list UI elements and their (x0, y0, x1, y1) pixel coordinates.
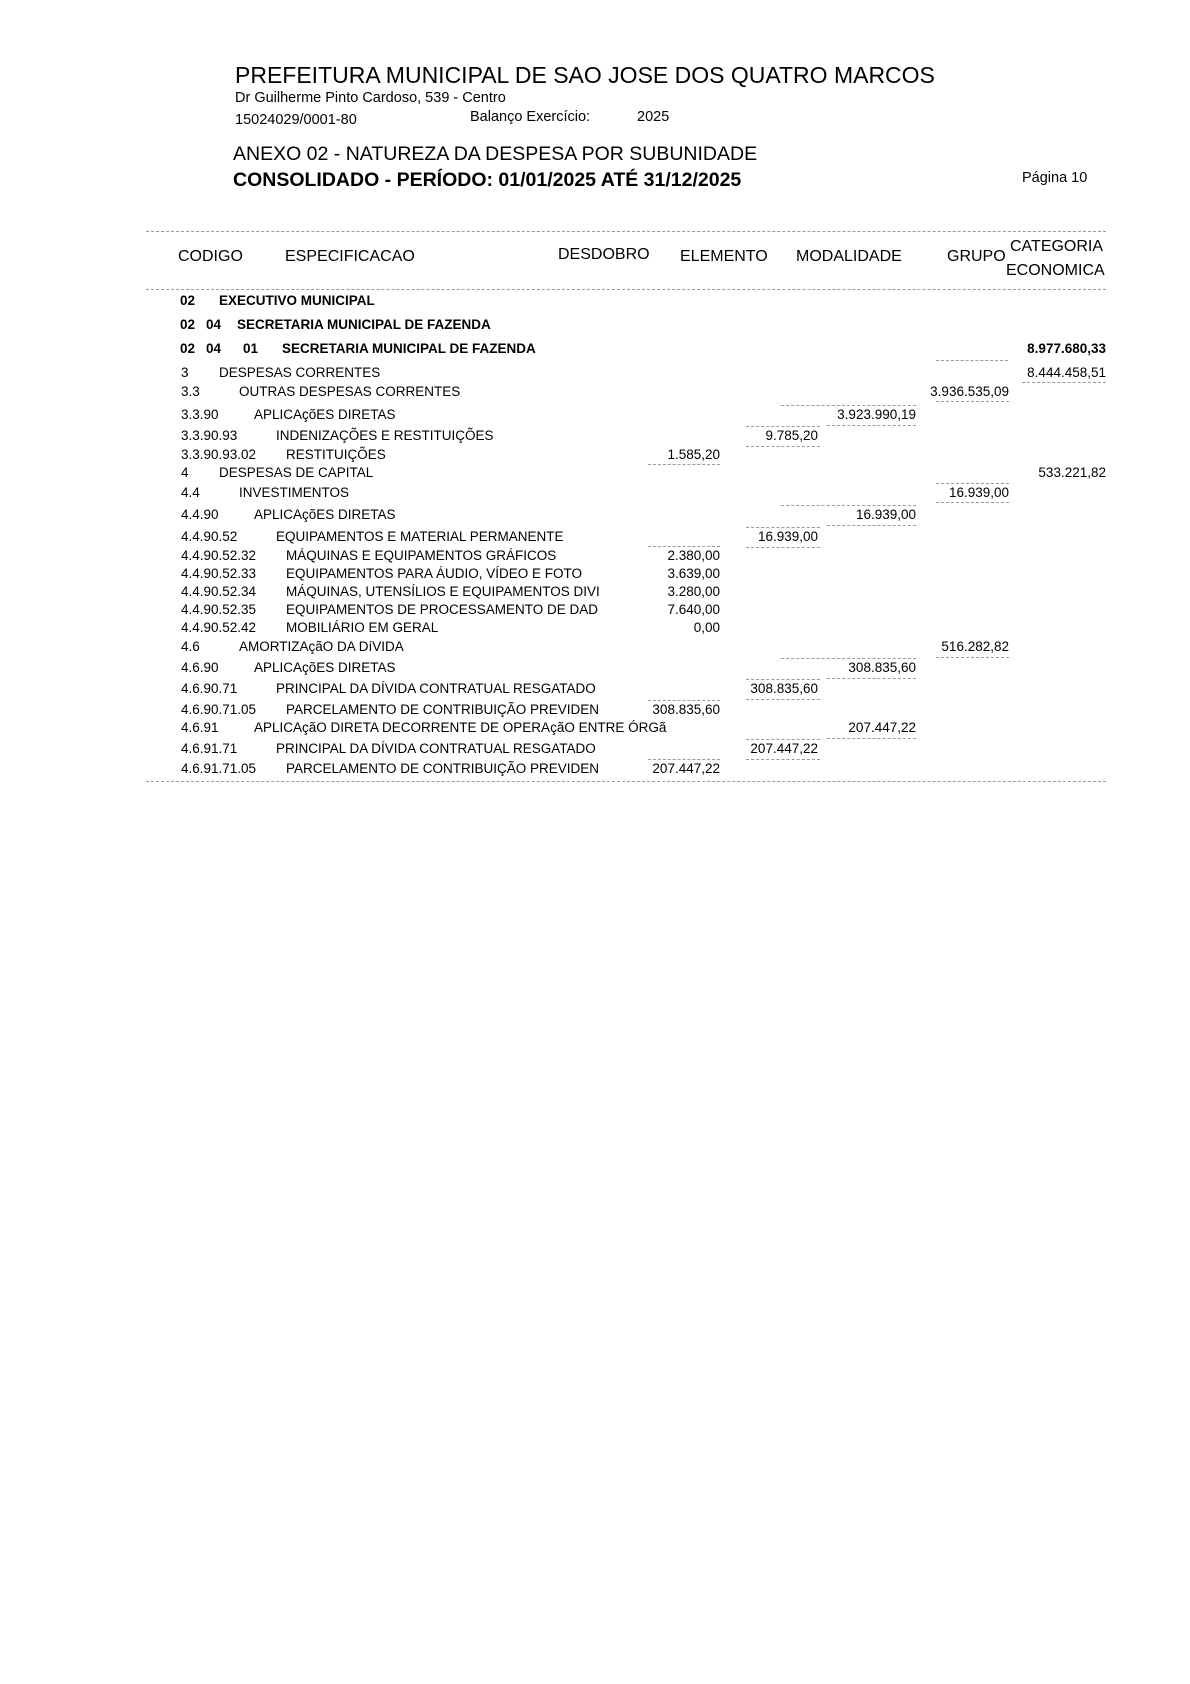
rule (648, 464, 720, 465)
row-value-categoria: 533.221,82 (1038, 465, 1106, 480)
row-desc: DESPESAS DE CAPITAL (219, 465, 374, 480)
col-economica: ECONOMICA (1006, 262, 1105, 279)
row-desc: APLICAçõES DIRETAS (254, 507, 396, 522)
row-value-desdobro: 308.835,60 (652, 702, 720, 717)
rule (746, 547, 820, 548)
page-number: Página 10 (1022, 170, 1088, 186)
row-code: 4.6.91.71.05 (181, 761, 257, 776)
row-desc: EQUIPAMENTOS PARA ÁUDIO, VÍDEO E FOTO (286, 566, 583, 581)
rule (827, 425, 916, 426)
row-code: 4.4.90.52.42 (181, 620, 257, 635)
period-title: CONSOLIDADO - PERÍODO: 01/01/2025 ATÉ 31/12/2025 (233, 169, 742, 191)
rule (746, 426, 820, 427)
unit-name: EXECUTIVO MUNICIPAL (219, 293, 375, 308)
rule (827, 678, 916, 679)
rule (936, 483, 1009, 484)
exercicio-year: 2025 (637, 109, 670, 125)
row-value-elemento: 308.835,60 (750, 681, 818, 696)
row-desc: APLICAçãO DIRETA DECORRENTE DE OPERAçãO ENTRE ÓRGã (254, 720, 667, 735)
col-desdobro: DESDOBRO (558, 246, 650, 263)
row-value-modalidade: 16.939,00 (855, 507, 916, 522)
col-especificacao: ESPECIFICACAO (285, 248, 415, 265)
address: Dr Guilherme Pinto Cardoso, 539 - Centro (235, 90, 506, 106)
rule (746, 699, 820, 700)
rule (781, 405, 916, 406)
subunit2-name: SECRETARIA MUNICIPAL DE FAZENDA (282, 341, 536, 356)
col-codigo: CODIGO (178, 248, 243, 265)
row-code: 3.3.90.93.02 (181, 447, 257, 462)
col-categoria: CATEGORIA (1010, 238, 1104, 255)
rule (1022, 382, 1106, 383)
row-code: 4.4.90.52.33 (181, 566, 257, 581)
row-value-elemento: 207.447,22 (750, 741, 818, 756)
rule (746, 527, 820, 528)
row-value-desdobro: 3.280,00 (667, 584, 720, 599)
row-desc: APLICAçõES DIRETAS (254, 407, 396, 422)
row-desc: MOBILIÁRIO EM GERAL (286, 620, 439, 635)
row-value-desdobro: 2.380,00 (667, 548, 720, 563)
row-code: 4.6.91 (181, 720, 219, 735)
row-code: 3.3 (181, 384, 200, 399)
col-grupo: GRUPO (947, 248, 1006, 265)
row-code: 4.6.91.71 (181, 741, 238, 756)
subunit2-code-c: 01 (243, 341, 259, 356)
row-desc: PARCELAMENTO DE CONTRIBUIÇÃO PREVIDEN (286, 702, 600, 717)
row-value-grupo: 516.282,82 (941, 639, 1009, 654)
row-desc: INVESTIMENTOS (239, 485, 350, 500)
row-code: 4.4 (181, 485, 200, 500)
rule (827, 525, 916, 526)
col-elemento: ELEMENTO (680, 248, 768, 265)
row-value-elemento: 9.785,20 (765, 428, 818, 443)
row-desc: OUTRAS DESPESAS CORRENTES (239, 384, 461, 399)
subunit2-total: 8.977.680,33 (1027, 341, 1106, 356)
subunit2-code-b: 04 (206, 341, 222, 356)
report-title: PREFEITURA MUNICIPAL DE SAO JOSE DOS QUATRO MARCOS (235, 62, 935, 88)
unit-code: 02 (180, 293, 196, 308)
row-code: 4.4.90 (181, 507, 219, 522)
header-bottom-rule (146, 289, 1106, 290)
rule (746, 679, 820, 680)
row-code: 4.4.90.52.32 (181, 548, 257, 563)
rule (648, 546, 720, 547)
row-desc: INDENIZAÇÕES E RESTITUIÇÕES (276, 428, 494, 443)
row-code: 4.4.90.52.34 (181, 584, 257, 599)
exercicio-label: Balanço Exercício: (470, 109, 591, 125)
rule (746, 759, 820, 760)
row-value-desdobro: 3.639,00 (667, 566, 720, 581)
row-value-grupo: 3.936.535,09 (930, 384, 1009, 399)
row-value-modalidade: 308.835,60 (848, 660, 916, 675)
row-code: 3.3.90.93 (181, 428, 238, 443)
subunit-name: SECRETARIA MUNICIPAL DE FAZENDA (237, 317, 491, 332)
rule (648, 759, 720, 760)
rule (781, 658, 916, 659)
row-value-desdobro: 7.640,00 (667, 602, 720, 617)
row-value-modalidade: 207.447,22 (848, 720, 916, 735)
row-desc: DESPESAS CORRENTES (219, 365, 381, 380)
row-code: 4 (181, 465, 189, 480)
row-desc: APLICAçõES DIRETAS (254, 660, 396, 675)
row-code: 4.6.90.71 (181, 681, 238, 696)
row-code: 4.6 (181, 639, 200, 654)
row-code: 4.6.90 (181, 660, 219, 675)
subunit-code-b: 04 (206, 317, 222, 332)
row-code: 4.4.90.52.35 (181, 602, 257, 617)
rule (648, 700, 720, 701)
row-value-elemento: 16.939,00 (757, 529, 818, 544)
table-bottom-rule (146, 781, 1106, 782)
row-desc: PRINCIPAL DA DÍVIDA CONTRATUAL RESGATADO (276, 741, 596, 756)
row-desc: AMORTIZAçãO DA DíVIDA (239, 639, 404, 654)
rule (827, 738, 916, 739)
row-desc: RESTITUIÇÕES (286, 447, 386, 462)
row-desc: MÁQUINAS, UTENSÍLIOS E EQUIPAMENTOS DIVI (286, 584, 600, 599)
row-desc: MÁQUINAS E EQUIPAMENTOS GRÁFICOS (286, 548, 557, 563)
row-code: 4.6.90.71.05 (181, 702, 257, 717)
rule (936, 657, 1009, 658)
header-top-rule (146, 231, 1106, 232)
row-value-categoria: 8.444.458,51 (1027, 365, 1106, 380)
row-desc: EQUIPAMENTOS E MATERIAL PERMANENTE (276, 529, 564, 544)
rule (746, 446, 820, 447)
row-code: 4.4.90.52 (181, 529, 238, 544)
row-code: 3 (181, 365, 189, 380)
row-desc: PRINCIPAL DA DÍVIDA CONTRATUAL RESGATADO (276, 681, 596, 696)
row-value-grupo: 16.939,00 (948, 485, 1009, 500)
col-modalidade: MODALIDADE (796, 248, 902, 265)
row-code: 3.3.90 (181, 407, 219, 422)
row-value-desdobro: 1.585,20 (667, 447, 720, 462)
row-value-desdobro: 207.447,22 (652, 761, 720, 776)
annex-title: ANEXO 02 - NATUREZA DA DESPESA POR SUBUNIDADE (233, 143, 758, 165)
row-value-desdobro: 0,00 (693, 620, 720, 635)
rule (781, 505, 916, 506)
row-desc: PARCELAMENTO DE CONTRIBUIÇÃO PREVIDEN (286, 761, 600, 776)
subunit2-code-a: 02 (180, 341, 196, 356)
rule (936, 502, 1009, 503)
row-value-modalidade: 3.923.990,19 (837, 407, 916, 422)
rule (936, 401, 1009, 402)
rule (936, 360, 1008, 361)
cnpj: 15024029/0001-80 (235, 112, 357, 128)
rule (746, 739, 820, 740)
row-desc: EQUIPAMENTOS DE PROCESSAMENTO DE DAD (286, 602, 599, 617)
subunit-code-a: 02 (180, 317, 196, 332)
